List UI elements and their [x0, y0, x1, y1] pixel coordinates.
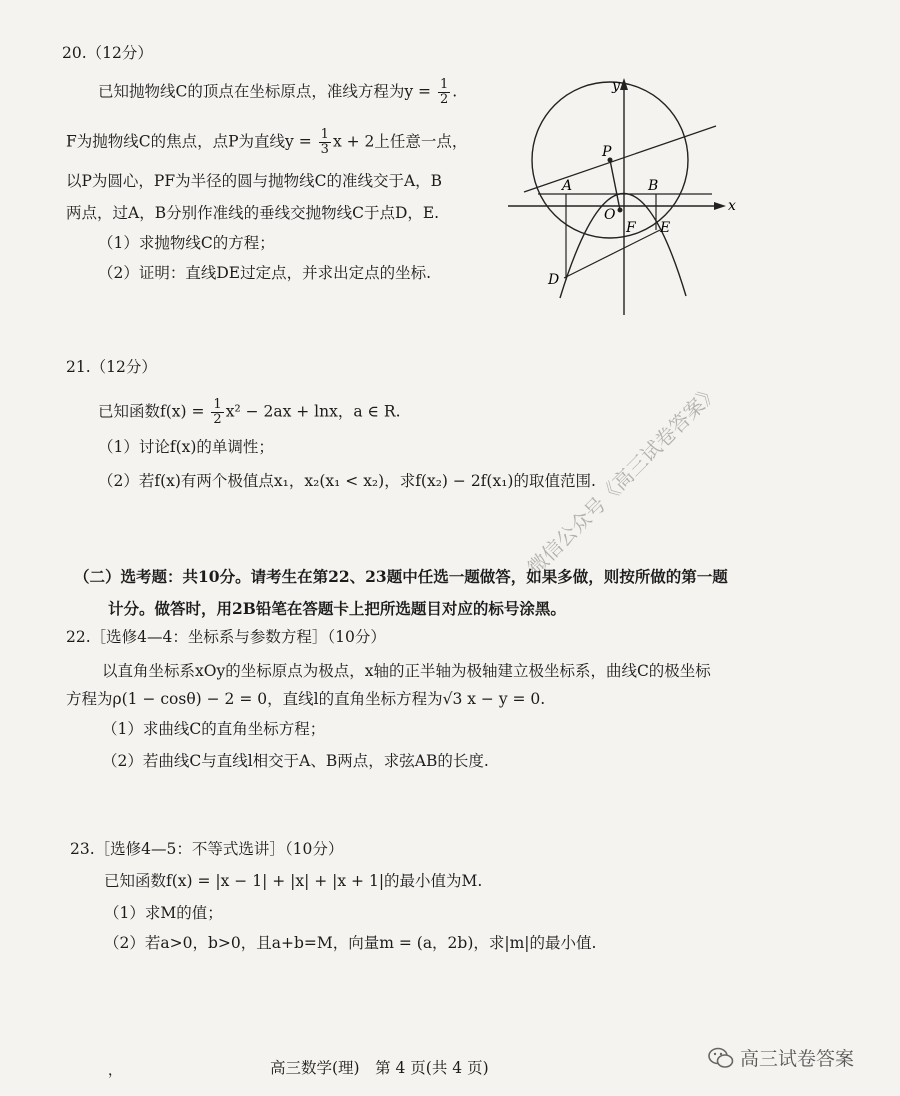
frac-num: 1: [213, 397, 222, 412]
q20-line3: 以P为圆心，PF为半径的圆与抛物线C的准线交于A，B: [66, 172, 443, 190]
q20-line2-text: F为抛物线C的焦点，点P为直线y =: [66, 132, 317, 151]
q20-line2-end: x + 2上任意一点，: [332, 132, 468, 151]
logo-text: 高三试卷答案: [740, 1048, 855, 1070]
parabola-circle-figure: [500, 70, 750, 320]
q23-part1: （1）求M的值；: [104, 904, 223, 922]
q20-line1: [98, 78, 457, 107]
line-de: [564, 230, 660, 278]
frac-den: 3: [320, 142, 329, 157]
page-footer: 高三数学(理) 第 4 页(共 4 页): [270, 1059, 489, 1077]
section2-line2: 计分。做答时，用2B铅笔在答题卡上把所选题目对应的标号涂黑。: [108, 599, 566, 618]
q20-line1-text: 已知抛物线C的顶点在坐标原点，准线方程为y =: [98, 82, 436, 101]
q20-line2: [66, 128, 467, 157]
q20-part2: （2）证明：直线DE过定点，并求出定点的坐标.: [98, 264, 432, 282]
q20-part1: （1）求抛物线C的方程；: [98, 234, 275, 252]
account-logo: [708, 1044, 854, 1071]
label-d: D: [548, 272, 560, 288]
label-y: y: [612, 78, 620, 94]
q20-heading: 20.（12分）: [62, 44, 153, 62]
frac-den: 2: [439, 92, 449, 107]
wechat-icon: [708, 1047, 734, 1069]
label-x: x: [728, 198, 736, 214]
frac-den: 2: [213, 412, 222, 427]
q22-line1: 以直角坐标系xOy的坐标原点为极点，x轴的正半轴为极轴建立极坐标系，曲线C的极坐标: [102, 662, 711, 680]
q22-part2: （2）若曲线C与直线l相交于A、B两点，求弦AB的长度.: [102, 752, 489, 770]
wechat-watermark: 微信公众号《高三试卷答案》: [522, 378, 724, 580]
q22-heading: 22.［选修4—4：坐标系与参数方程］（10分）: [66, 628, 386, 646]
label-e: E: [660, 220, 671, 236]
q23-line1: 已知函数f(x) = |x − 1| + |x| + |x + 1|的最小值为M.: [104, 872, 483, 890]
q21-part1: （1）讨论f(x)的单调性；: [98, 438, 274, 456]
q20-line1-end: .: [452, 82, 458, 101]
q23-heading: 23.［选修4—5：不等式选讲］（10分）: [70, 840, 344, 858]
label-o: O: [604, 207, 616, 223]
section2-line1: （二）选考题：共10分。请考生在第22、23题中任选一题做答，如果多做，则按所做的第一题: [74, 567, 728, 586]
label-f: F: [626, 220, 636, 236]
frac-num: 1: [320, 127, 329, 142]
q21-line1-text: 已知函数f(x) =: [98, 402, 210, 421]
stray-mark: ，: [108, 1063, 122, 1079]
q22-part1: （1）求曲线C的直角坐标方程；: [102, 720, 326, 738]
label-p: P: [602, 144, 612, 160]
q21-heading: 21.（12分）: [66, 358, 157, 376]
x-axis-arrow: [714, 202, 726, 210]
label-a: A: [562, 178, 573, 194]
q20-fraction-third: [319, 128, 331, 157]
q21-fraction-half: [211, 398, 223, 427]
point-f: [618, 208, 623, 213]
parabola-c: [560, 193, 686, 298]
q21-line1-end: x² − 2ax + lnx，a ∈ R.: [225, 402, 401, 421]
frac-num: 1: [439, 77, 449, 92]
q20-line4: 两点，过A，B分别作准线的垂线交抛物线C于点D，E.: [66, 204, 440, 222]
line-l: [524, 126, 716, 192]
label-b: B: [648, 178, 659, 194]
q20-fraction-half: [438, 78, 450, 107]
q21-line1: [98, 398, 401, 427]
q23-part2: （2）若a>0，b>0，且a+b=M，向量m = (a，2b)，求|m|的最小值.: [104, 934, 597, 952]
segment-pf: [610, 160, 620, 210]
q22-line2: 方程为ρ(1 − cosθ) − 2 = 0，直线l的直角坐标方程为√3 x − y = 0.: [66, 690, 546, 708]
q21-part2: （2）若f(x)有两个极值点x₁，x₂(x₁ < x₂)，求f(x₂) − 2f(x₁)的取值范围.: [98, 472, 596, 490]
